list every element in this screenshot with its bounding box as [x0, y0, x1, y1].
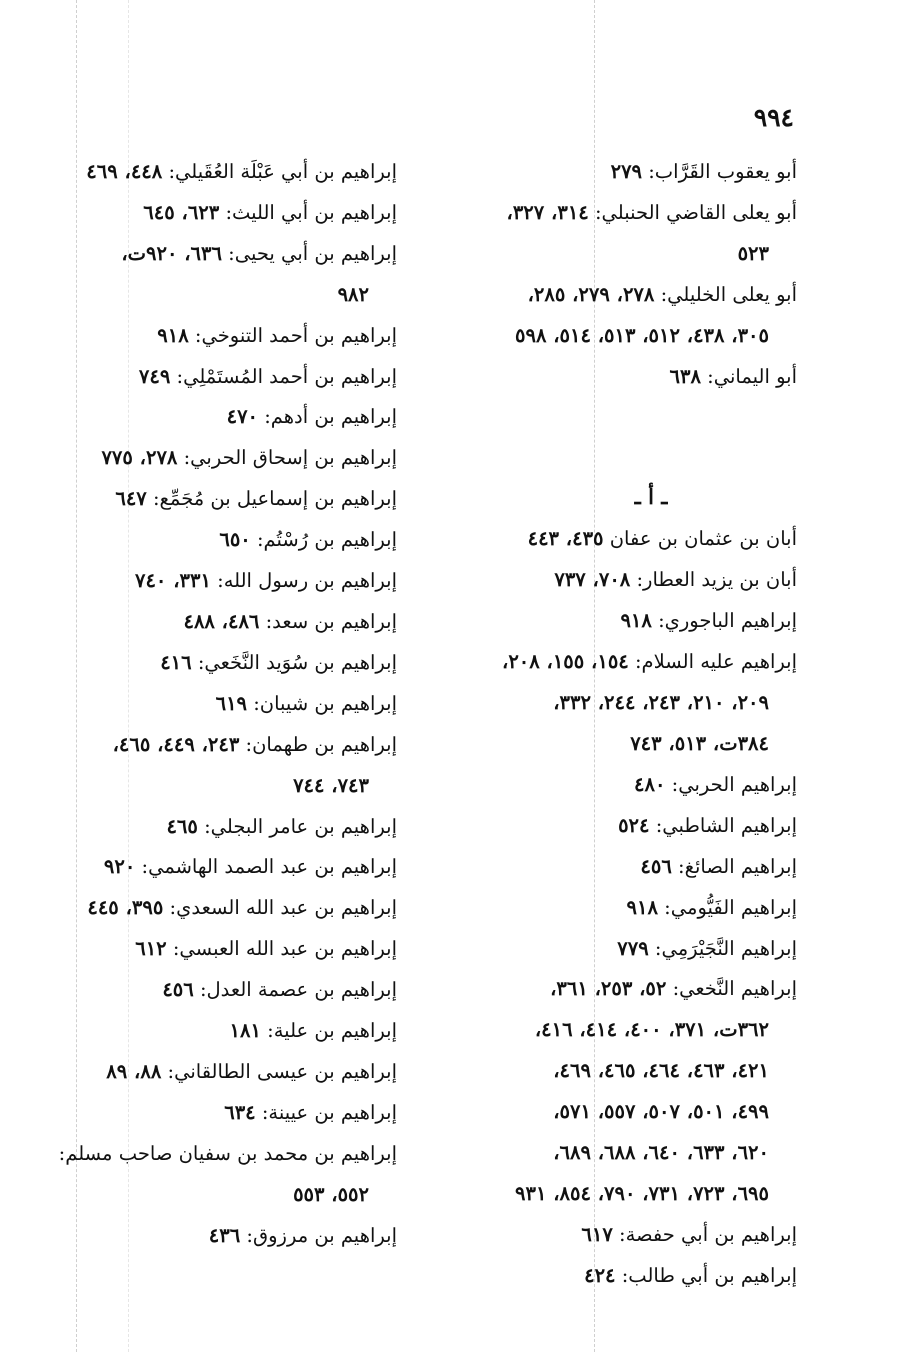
index-entry	[445, 519, 797, 560]
entry-pages: ٩١٨	[157, 323, 189, 347]
entry-pages: ٦٤٧	[115, 487, 147, 511]
section-heading: ـ أ ـ	[634, 484, 668, 510]
entry-pages: ٤٣٥، ٤٤٣	[527, 527, 604, 551]
index-entry	[41, 929, 397, 970]
entry-pages-continuation: ٧٤٣، ٧٤٤	[293, 773, 369, 797]
entry-name: إبراهيم بن أبي طالب:	[621, 1263, 797, 1287]
entry-pages: ٤١٦	[160, 650, 192, 674]
entry-pages: ٤٤٨، ٤٦٩	[86, 160, 163, 183]
entry-pages: ٩١٨	[626, 895, 658, 919]
index-entry	[41, 520, 397, 561]
entry-pages: ٤٦٥	[166, 814, 198, 838]
entry-pages-continuation: ٥٥٢، ٥٥٣	[293, 1182, 369, 1206]
entries-before-heading	[445, 152, 797, 397]
entry-pages: ٨٨، ٨٩	[106, 1059, 162, 1083]
entry-pages: ٧٤٩	[138, 364, 171, 388]
entry-pages: ٤٥٦	[640, 854, 672, 878]
entry-pages: ٧٠٨، ٧٣٧	[554, 568, 631, 592]
entry-pages: ٩٢٠	[103, 855, 136, 879]
index-entry	[445, 601, 797, 642]
index-entry	[41, 479, 397, 520]
entry-pages: ١٥٤، ١٥٥، ٢٠٨،	[502, 650, 629, 674]
index-entry	[41, 357, 397, 398]
entry-name: إبراهيم الشاطبي:	[655, 813, 797, 837]
entry-pages-continuation: ٩٨٢	[337, 282, 369, 306]
entry-name: إبراهيم بن عيينة:	[261, 1100, 397, 1124]
entry-pages: ٧٧٩	[617, 936, 649, 960]
entry-pages: ٤٥٦	[162, 978, 194, 1002]
index-column-left	[41, 152, 397, 1256]
entry-name: إبراهيم بن علية:	[267, 1019, 397, 1043]
entry-name: إبراهيم بن أحمد التنوخي:	[194, 323, 397, 347]
entry-name: إبراهيم عليه السلام:	[634, 650, 797, 674]
index-entry	[41, 725, 397, 766]
entry-pages: ٤٧٠	[226, 405, 259, 429]
index-entry	[445, 560, 797, 601]
entries-after-heading	[445, 519, 797, 1296]
entry-name: إبراهيم بن إسماعيل بن مُجَمِّع:	[152, 487, 397, 511]
entry-pages-continuation: ٣٦٢ت، ٣٧١، ٤٠٠، ٤١٤، ٤١٦،	[534, 1018, 769, 1042]
entry-pages: ٦٣٤	[224, 1100, 256, 1124]
entry-pages: ٤٢٤	[584, 1263, 616, 1287]
index-entry	[41, 561, 397, 602]
entry-name: إبراهيم بن أبي الليث:	[225, 200, 397, 224]
index-entry	[41, 438, 397, 479]
entry-pages: ٣٩٥، ٤٤٥	[87, 896, 164, 920]
index-entry	[41, 1093, 397, 1134]
entry-name: إبراهيم بن أبي عَبْلَة العُقَيلي:	[168, 160, 397, 183]
entry-pages-continuation: ٢٠٩، ٢١٠، ٢٤٣، ٢٤٤، ٣٣٢،	[553, 691, 769, 715]
entry-pages: ٢٧٨، ٢٧٩، ٢٨٥،	[527, 282, 655, 306]
index-entry	[445, 765, 797, 806]
entry-name: إبراهيم بن محمد بن سفيان صاحب مسلم:	[58, 1141, 397, 1165]
entry-pages-continuation: ٣٠٥، ٤٣٨، ٥١٢، ٥١٣، ٥١٤، ٥٩٨	[515, 323, 769, 347]
entry-name: إبراهيم بن عصمة العدل:	[199, 978, 397, 1002]
entry-name: إبراهيم الحربي:	[671, 772, 797, 796]
index-entry	[41, 602, 397, 643]
entry-name: إبراهيم بن أبي حفصة:	[619, 1222, 797, 1246]
index-entry	[445, 357, 797, 398]
entry-pages: ٥٢٤	[618, 813, 650, 837]
entry-pages-continuation: ٥٢٣	[737, 241, 769, 265]
entry-name: إبراهيم الفَيُّومي:	[664, 895, 797, 919]
entry-pages: ٢٧٨، ٧٧٥	[101, 446, 178, 470]
entry-pages: ٤٨٠	[634, 772, 666, 796]
entry-name: إبراهيم بن عبد الصمد الهاشمي:	[141, 855, 397, 879]
entry-pages: ٣٣١، ٧٤٠	[134, 569, 211, 593]
entry-name: أبان بن يزيد العطار:	[636, 568, 797, 592]
entry-name: أبو يعقوب القَرَّاب:	[648, 160, 797, 183]
entry-name: إبراهيم بن سُوَيد النَّخَعي:	[197, 650, 397, 674]
entry-pages: ٣١٤، ٣٢٧،	[506, 200, 589, 224]
entry-name: أبو اليماني:	[707, 364, 797, 388]
index-entry	[445, 275, 797, 316]
entry-name: إبراهيم بن سعد:	[265, 609, 397, 633]
entries-left	[41, 152, 397, 1256]
index-entry	[445, 642, 797, 683]
index-entry	[41, 234, 397, 275]
page-number: ٩٩٤	[753, 103, 794, 132]
entry-name: أبو يعلى الخليلي:	[660, 282, 797, 306]
index-entry	[41, 152, 397, 193]
entry-name: إبراهيم بن عبد الله السعدي:	[169, 896, 397, 920]
index-entry	[41, 316, 397, 357]
section-gap	[445, 397, 797, 475]
index-entry	[445, 1256, 797, 1297]
entry-pages: ٦٢٣، ٦٤٥	[143, 200, 220, 224]
entry-pages-continuation: ٤٢١، ٤٦٣، ٤٦٤، ٤٦٥، ٤٦٩،	[553, 1059, 769, 1083]
entry-name: أبان بن عثمان بن عفان	[609, 527, 797, 551]
entry-pages: ١٨١	[229, 1019, 261, 1043]
entry-name: إبراهيم بن شيبان:	[253, 691, 397, 715]
index-entry	[41, 1134, 397, 1175]
entry-pages-continuation: ٦٢٠، ٦٣٣، ٦٤٠، ٦٨٨، ٦٨٩،	[553, 1141, 769, 1165]
index-entry	[41, 847, 397, 888]
index-entry	[445, 193, 797, 234]
entry-pages: ٢٧٩	[610, 160, 643, 183]
entry-pages: ٦١٩	[215, 691, 248, 715]
index-entry	[445, 806, 797, 847]
entry-name: إبراهيم بن عامر البجلي:	[204, 814, 397, 838]
index-entry	[445, 888, 797, 929]
entry-pages: ٤٨٦، ٤٨٨	[183, 609, 260, 633]
entry-name: إبراهيم بن أدهم:	[264, 405, 397, 429]
index-entry	[445, 969, 797, 1010]
entry-name: إبراهيم بن رسول الله:	[217, 569, 397, 593]
entry-pages-continuation: ٦٩٥، ٧٢٣، ٧٣١، ٧٩٠، ٨٥٤، ٩٣١	[515, 1181, 769, 1205]
index-entry	[445, 929, 797, 970]
entry-pages: ٥٢، ٢٥٣، ٣٦١،	[550, 977, 667, 1001]
entry-name: إبراهيم الصائغ:	[678, 854, 797, 878]
entry-pages-continuation: ٣٨٤ت، ٥١٣، ٧٤٣	[630, 731, 769, 755]
entry-pages: ٦٥٠	[219, 528, 251, 552]
entry-pages: ٢٤٣، ٤٤٩، ٤٦٥،	[112, 732, 240, 756]
entry-name: إبراهيم بن مرزوق:	[246, 1223, 397, 1247]
entry-pages: ٦١٧	[581, 1222, 613, 1246]
entry-name: إبراهيم النَّجَيْرَمِي:	[654, 936, 797, 960]
entry-pages: ٤٣٦	[208, 1223, 241, 1247]
entry-name: إبراهيم بن عيسى الطالقاني:	[167, 1059, 397, 1083]
index-entry	[445, 847, 797, 888]
entry-name: إبراهيم بن أحمد المُستَمْلِي:	[176, 364, 397, 388]
index-entry	[41, 807, 397, 848]
index-entry	[41, 1011, 397, 1052]
index-entry	[41, 684, 397, 725]
index-entry	[41, 970, 397, 1011]
index-entry	[445, 1215, 797, 1256]
entry-name: إبراهيم الباجوري:	[658, 609, 797, 633]
entry-name: إبراهيم بن طهمان:	[245, 732, 397, 756]
entry-pages: ٦١٢	[135, 937, 167, 961]
entry-name: إبراهيم بن أبي يحيى:	[228, 241, 397, 265]
index-entry	[41, 888, 397, 929]
index-entry	[41, 643, 397, 684]
entry-name: إبراهيم بن رُسْتُم:	[256, 528, 397, 552]
entry-name: إبراهيم بن إسحاق الحربي:	[183, 446, 397, 470]
entry-pages: ٦٣٨	[669, 364, 701, 388]
index-entry	[41, 1052, 397, 1093]
index-entry	[445, 152, 797, 193]
index-entry	[41, 1216, 397, 1257]
index-entry	[41, 193, 397, 234]
entry-name: إبراهيم النَّخعي:	[672, 977, 797, 1001]
entry-pages: ٦٣٦، ٩٢٠ت،	[121, 241, 222, 265]
entry-pages: ٩١٨	[620, 609, 652, 633]
index-entry	[41, 397, 397, 438]
entry-name: أبو يعلى القاضي الحنبلي:	[594, 200, 797, 224]
index-column-right	[445, 152, 797, 1297]
entry-name: إبراهيم بن عبد الله العبسي:	[172, 937, 397, 961]
entry-pages-continuation: ٤٩٩، ٥٠١، ٥٠٧، ٥٥٧، ٥٧١،	[553, 1100, 769, 1124]
